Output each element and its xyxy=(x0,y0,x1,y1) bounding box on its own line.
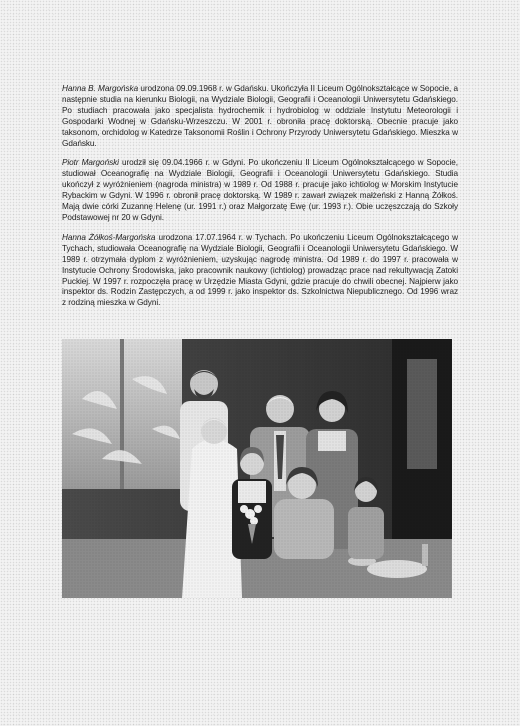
bio-hanna-zolkos-margonska xyxy=(62,233,458,309)
family-photo-illustration xyxy=(62,339,452,598)
bio-text: urodził się 09.04.1966 r. w Gdyni. Po ukończeniu II Liceum Ogólnokształcącego w Sopocie, studiował Oceanografię na Wydziale Biologii, Geografii i Oceanologii Uniwersytetu Gdańskiego. Studia ukończył z wyróżnieniem (nagroda ministra) w 1989 r. Od 1988 r. pracuje jako ichtiolog w Morskim Instytucie Rybackim w Gdyni. W 1996 r. obronił pracę doktorską. W 1989 r. zawarł związek małżeński z Hanną Żółkoś. Mają dwie córki Zuzannę Helenę (ur. 1991 r.) oraz Małgorzatę Ewę (ur. 1993 r.). Obie uczęszczają do Szkoły Podstawowej nr 20 w Gdyni. xyxy=(62,158,458,222)
bio-piotr-margonski xyxy=(62,158,458,223)
family-photo xyxy=(62,339,452,598)
photo-grain xyxy=(62,339,452,598)
biographies-section xyxy=(62,84,458,318)
bio-hanna-b-margonska xyxy=(62,84,458,149)
bio-name: Hanna Żółkoś-Margońska xyxy=(62,232,156,242)
bio-name: Hanna B. Margońska xyxy=(62,84,139,93)
bio-text: urodzona 17.07.1964 r. w Tychach. Po ukończeniu Liceum Ogólnokształcącego w Tychach, studiowała Oceanografię na Wydziale Biologii, Geografii i Oceanologii Uniwersytetu Gdańskiego. W 1989 r. otrzymała dyplom z wyróżnieniem, uzyskując nagrodę ministra. Od 1989 r. do 1997 r. pracowała w Instytucie Ochrony Środowiska, jako pracownik naukowy (ichtiolog) prowadząc prace nad rekultywacją Zatoki Puckiej. W 1997 r. rozpoczęła pracę w Urzędzie Miasta Gdyni, gdzie pracuje do chwili obecnej. Najpierw jako inspektor ds. Rodzin Zastępczych, a od 1999 r. jako inspektor ds. Szkolnictwa Niepublicznego. Od 1996 wraz z rodziną mieszka w Gdyni. xyxy=(62,232,458,308)
bio-text: urodzona 09.09.1968 r. w Gdańsku. Ukończyła II Liceum Ogólnokształcące w Sopocie, a następnie studia na kierunku Biologii, na Wydziale Biologii, Geografii i Oceanologii Uniwersytetu Gdańskiego. Po studiach pracowała jako specjalista hydrochemik i hydrobiolog w oddziale Instytutu Meteorologii i Gospodarki Wodnej w Gdańsku-Wrzeszczu. W 2001 r. obroniła pracę doktorską. Obecnie pracuje jako taksonom, orchidolog w Katedrze Taksonomii Roślin i Ochrony Przyrody Uniwersytetu Gdańskiego. Mieszka w Gdańsku. xyxy=(62,84,459,148)
bio-name: Piotr Margoński xyxy=(62,158,119,168)
